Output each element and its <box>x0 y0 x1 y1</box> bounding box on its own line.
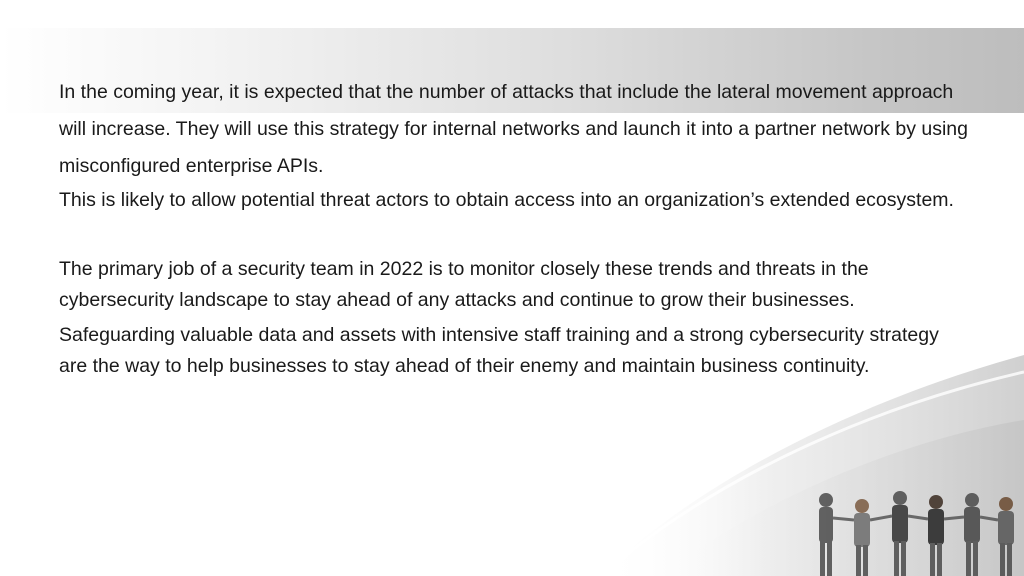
paragraph-threat-actors: This is likely to allow potential threat actors to obtain access into an organization’s extended ecosystem. <box>59 189 954 211</box>
paragraph-lateral-movement: In the coming year, it is expected that the number of attacks that include the lateral movement approach will increase. They will use this strategy for internal networks and launch it into a partner network by using misconfigured enterprise APIs. <box>59 81 968 177</box>
paragraph-security-team: The primary job of a security team in 2022 is to monitor closely these trends and threats in the cybersecurity landscape to stay ahead of any attacks and continue to grow their businesses. <box>59 258 869 311</box>
paragraph-spacer <box>59 216 969 254</box>
body-text <box>59 74 969 382</box>
paragraph-safeguarding: Safeguarding valuable data and assets with intensive staff training and a strong cybersecurity strategy are the way to help businesses to stay ahead of their enemy and maintain business continuity. <box>59 324 939 377</box>
